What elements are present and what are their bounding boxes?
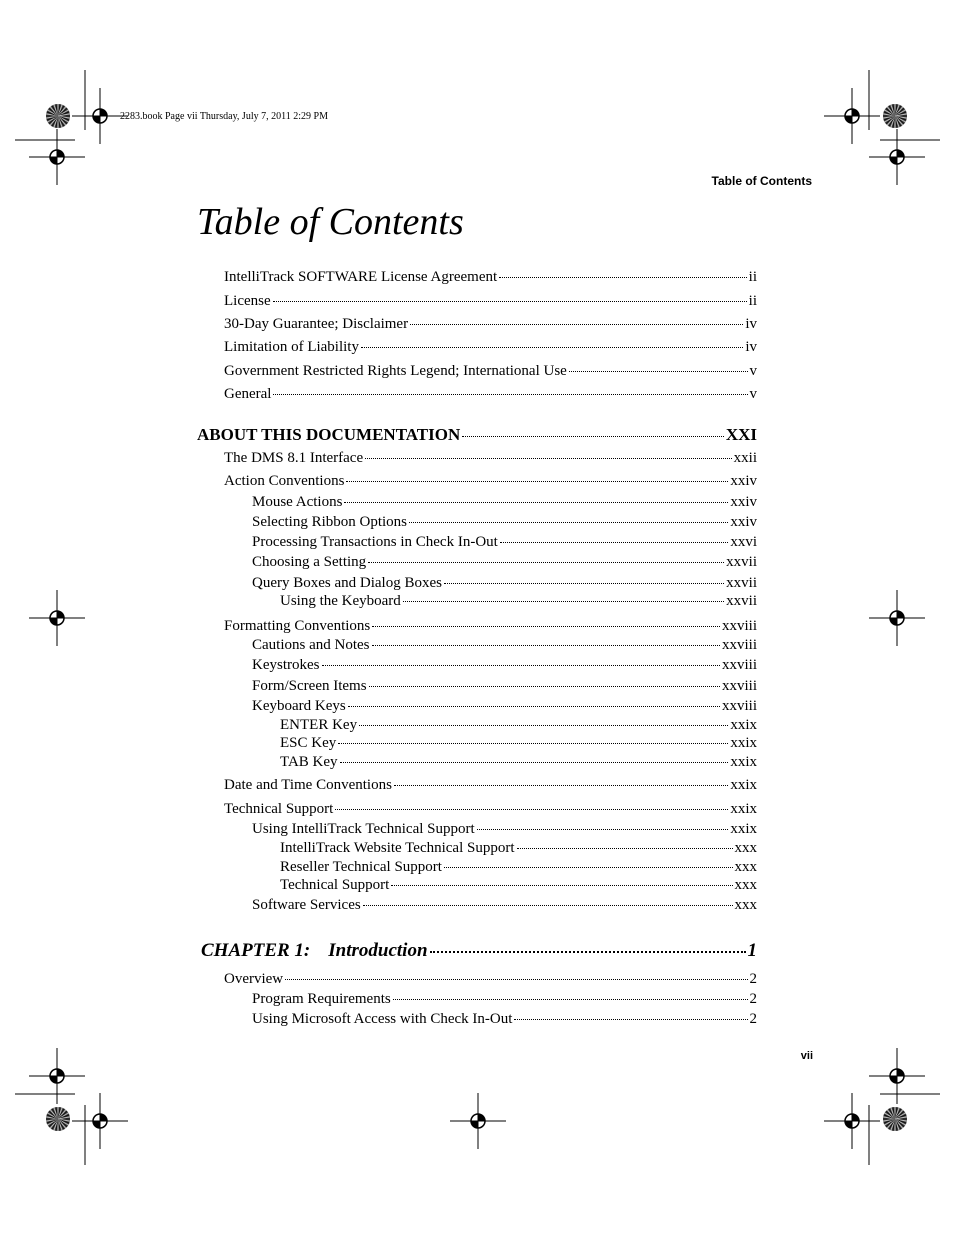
toc-entry-page: xxiv bbox=[730, 514, 757, 530]
toc-entry-license[interactable] bbox=[224, 293, 757, 310]
registration-target bbox=[824, 1093, 880, 1149]
leader-dots bbox=[462, 436, 724, 437]
leader-dots bbox=[344, 502, 728, 503]
toc-entry-dms-interface[interactable] bbox=[224, 450, 757, 467]
toc-entry-page: xxvii bbox=[726, 554, 757, 570]
toc-entry-text: Processing Transactions in Check In-Out bbox=[252, 534, 498, 550]
toc-entry-page: iv bbox=[745, 339, 757, 355]
toc-entry-keystrokes[interactable] bbox=[252, 657, 757, 674]
toc-entry-text: Reseller Technical Support bbox=[280, 859, 442, 875]
registration-target bbox=[869, 590, 925, 646]
toc-entry-choosing-setting[interactable] bbox=[252, 554, 757, 571]
toc-entry-technical-support[interactable] bbox=[224, 801, 757, 818]
toc-entry-mouse-actions[interactable] bbox=[252, 494, 757, 511]
toc-entry-text: Using the Keyboard bbox=[280, 593, 401, 609]
toc-entry-page: xxx bbox=[734, 877, 757, 893]
toc-entry-page: xxix bbox=[730, 801, 757, 817]
leader-dots bbox=[346, 481, 728, 482]
registration-target bbox=[450, 1093, 506, 1149]
star-target bbox=[883, 104, 907, 128]
toc-entry-text: General bbox=[224, 386, 272, 402]
leader-dots bbox=[500, 542, 729, 543]
toc-entry-text: Using Microsoft Access with Check In-Out bbox=[252, 1011, 513, 1027]
toc-entry-formatting-conventions[interactable] bbox=[224, 618, 757, 635]
registration-target bbox=[29, 590, 85, 646]
toc-chapter-page: 1 bbox=[747, 940, 757, 961]
toc-chapter-prefix: CHAPTER 1: bbox=[201, 940, 311, 961]
toc-entry-text: Form/Screen Items bbox=[252, 678, 367, 694]
toc-entry-text: The DMS 8.1 Interface bbox=[224, 450, 364, 466]
toc-entry-general[interactable] bbox=[224, 386, 757, 403]
toc-entry-page: xxvii bbox=[726, 575, 757, 591]
toc-entry-text: Mouse Actions bbox=[252, 494, 343, 510]
toc-entry-page: xxviii bbox=[721, 637, 757, 653]
leader-dots bbox=[444, 583, 724, 584]
toc-entry-enter-key[interactable] bbox=[280, 717, 757, 734]
toc-entry-ribbon-options[interactable] bbox=[252, 514, 757, 531]
toc-entry-text: Date and Time Conventions bbox=[224, 777, 392, 793]
toc-entry-page: 2 bbox=[749, 971, 757, 987]
leader-dots bbox=[517, 848, 733, 849]
toc-entry-text: IntelliTrack SOFTWARE License Agreement bbox=[224, 269, 498, 285]
page-title: Table of Contents bbox=[197, 201, 464, 243]
toc-entry-page: xxiv bbox=[730, 494, 757, 510]
toc-entry-text: Program Requirements bbox=[252, 991, 391, 1007]
toc-entry-page: xxviii bbox=[721, 657, 757, 673]
toc-entry-processing-transactions[interactable] bbox=[252, 534, 757, 551]
toc-entry-page: xxix bbox=[730, 735, 757, 751]
toc-entry-text: Limitation of Liability bbox=[224, 339, 359, 355]
toc-entry-text: Choosing a Setting bbox=[252, 554, 367, 570]
leader-dots bbox=[359, 725, 728, 726]
registration-target bbox=[72, 1093, 128, 1149]
toc-entry-text: Overview bbox=[224, 971, 284, 987]
star-target bbox=[46, 1107, 70, 1131]
toc-entry-text: Formatting Conventions bbox=[224, 618, 371, 634]
leader-dots bbox=[322, 665, 720, 666]
leader-dots bbox=[514, 1019, 747, 1020]
registration-target bbox=[29, 1048, 85, 1104]
toc-entry-page: xxviii bbox=[721, 678, 757, 694]
toc-entry-limitation[interactable] bbox=[224, 339, 757, 356]
leader-dots bbox=[369, 686, 720, 687]
toc-section-page: XXI bbox=[725, 425, 757, 444]
leader-dots bbox=[273, 394, 747, 395]
toc-entry-software-services[interactable] bbox=[252, 897, 757, 914]
toc-entry-text: Technical Support bbox=[224, 801, 334, 817]
leader-dots bbox=[363, 905, 733, 906]
running-header: Table of Contents bbox=[711, 174, 812, 188]
toc-entry-text: Cautions and Notes bbox=[252, 637, 370, 653]
leader-dots bbox=[348, 706, 720, 707]
toc-entry-cautions-notes[interactable] bbox=[252, 637, 757, 654]
toc-entry-license-agreement[interactable] bbox=[224, 269, 757, 286]
leader-dots bbox=[391, 885, 732, 886]
toc-entry-page: 2 bbox=[749, 1011, 757, 1027]
toc-entry-text: IntelliTrack Website Technical Support bbox=[280, 840, 515, 856]
toc-entry-esc-key[interactable] bbox=[280, 735, 757, 752]
toc-entry-page: xxix bbox=[730, 717, 757, 733]
toc-entry-reseller-support[interactable] bbox=[280, 859, 757, 876]
leader-dots bbox=[285, 979, 747, 980]
toc-entry-technical-support-sub[interactable] bbox=[280, 877, 757, 894]
leader-dots bbox=[338, 743, 728, 744]
toc-entry-using-keyboard[interactable] bbox=[280, 593, 757, 610]
toc-entry-page: xxix bbox=[730, 821, 757, 837]
leader-dots bbox=[403, 601, 724, 602]
registration-target bbox=[29, 129, 85, 185]
toc-entry-text: Query Boxes and Dialog Boxes bbox=[252, 575, 442, 591]
toc-entry-page: 2 bbox=[749, 991, 757, 1007]
toc-entry-keyboard-keys[interactable] bbox=[252, 698, 757, 715]
toc-entry-form-screen-items[interactable] bbox=[252, 678, 757, 695]
toc-entry-text: Technical Support bbox=[280, 877, 390, 893]
toc-entry-action-conventions[interactable] bbox=[224, 473, 757, 490]
toc-entry-tab-key[interactable] bbox=[280, 754, 757, 771]
toc-entry-page: xxx bbox=[734, 859, 757, 875]
leader-dots bbox=[372, 626, 720, 627]
leader-dots bbox=[477, 829, 729, 830]
toc-entry-microsoft-access[interactable] bbox=[252, 1011, 757, 1028]
toc-entry-text: Using IntelliTrack Technical Support bbox=[252, 821, 475, 837]
toc-entry-text: Software Services bbox=[252, 897, 361, 913]
toc-entry-text: Keyboard Keys bbox=[252, 698, 346, 714]
registration-target bbox=[869, 129, 925, 185]
toc-entry-text: Selecting Ribbon Options bbox=[252, 514, 407, 530]
leader-dots bbox=[444, 867, 733, 868]
toc-entry-page: iv bbox=[745, 316, 757, 332]
leader-dots bbox=[340, 762, 729, 763]
leader-dots bbox=[365, 458, 732, 459]
leader-dots bbox=[430, 951, 746, 953]
toc-entry-text: ENTER Key bbox=[280, 717, 358, 733]
leader-dots bbox=[393, 999, 748, 1000]
toc-entry-text: Action Conventions bbox=[224, 473, 345, 489]
leader-dots bbox=[368, 562, 724, 563]
leader-dots bbox=[372, 645, 720, 646]
toc-entry-page: xxviii bbox=[721, 698, 757, 714]
toc-entry-text: ESC Key bbox=[280, 735, 337, 751]
leader-dots bbox=[394, 785, 728, 786]
registration-target bbox=[869, 1048, 925, 1104]
toc-chapter-text: Introduction bbox=[328, 940, 428, 961]
toc-entry-text: TAB Key bbox=[280, 754, 338, 770]
toc-entry-overview[interactable] bbox=[224, 971, 757, 988]
leader-dots bbox=[273, 301, 747, 302]
leader-dots bbox=[335, 809, 728, 810]
toc-entry-date-time-conventions[interactable] bbox=[224, 777, 757, 794]
toc-entry-page: xxx bbox=[734, 840, 757, 856]
print-slug-line: 2283.book Page vii Thursday, July 7, 2011 2:29 PM bbox=[120, 111, 328, 122]
registration-target bbox=[824, 88, 880, 144]
toc-entry-page: ii bbox=[748, 293, 757, 309]
toc-chapter-1[interactable] bbox=[201, 940, 757, 962]
toc-entry-page: v bbox=[749, 386, 757, 402]
toc-entry-page: xxx bbox=[734, 897, 757, 913]
toc-entry-program-requirements[interactable] bbox=[252, 991, 757, 1008]
toc-entry-page: xxviii bbox=[721, 618, 757, 634]
toc-entry-text: Keystrokes bbox=[252, 657, 320, 673]
toc-entry-government-rights[interactable] bbox=[224, 363, 757, 380]
toc-entry-page: v bbox=[749, 363, 757, 379]
toc-entry-page: xxix bbox=[730, 777, 757, 793]
toc-section-text: ABOUT THIS DOCUMENTATION bbox=[197, 425, 461, 444]
leader-dots bbox=[361, 347, 743, 348]
toc-entry-page: xxvii bbox=[726, 593, 757, 609]
toc-entry-text: 30-Day Guarantee; Disclaimer bbox=[224, 316, 409, 332]
leader-dots bbox=[410, 324, 743, 325]
star-target bbox=[883, 1107, 907, 1131]
toc-entry-page: xxvi bbox=[730, 534, 757, 550]
toc-entry-page: xxiv bbox=[730, 473, 757, 489]
toc-entry-using-intellitrack-support[interactable] bbox=[252, 821, 757, 838]
toc-entry-page: xxii bbox=[733, 450, 757, 466]
leader-dots bbox=[409, 522, 728, 523]
toc-entry-text: Government Restricted Rights Legend; International Use bbox=[224, 363, 567, 379]
leader-dots bbox=[569, 371, 748, 372]
toc-entry-page: xxix bbox=[730, 754, 757, 770]
page-number: vii bbox=[800, 1050, 813, 1062]
star-target bbox=[46, 104, 70, 128]
toc-entry-website-support[interactable] bbox=[280, 840, 757, 857]
toc-entry-page: ii bbox=[748, 269, 757, 285]
toc-entry-text: License bbox=[224, 293, 271, 309]
toc-section-about-documentation[interactable] bbox=[197, 425, 757, 445]
leader-dots bbox=[499, 277, 747, 278]
toc-entry-query-boxes[interactable] bbox=[252, 575, 757, 592]
toc-entry-guarantee[interactable] bbox=[224, 316, 757, 333]
